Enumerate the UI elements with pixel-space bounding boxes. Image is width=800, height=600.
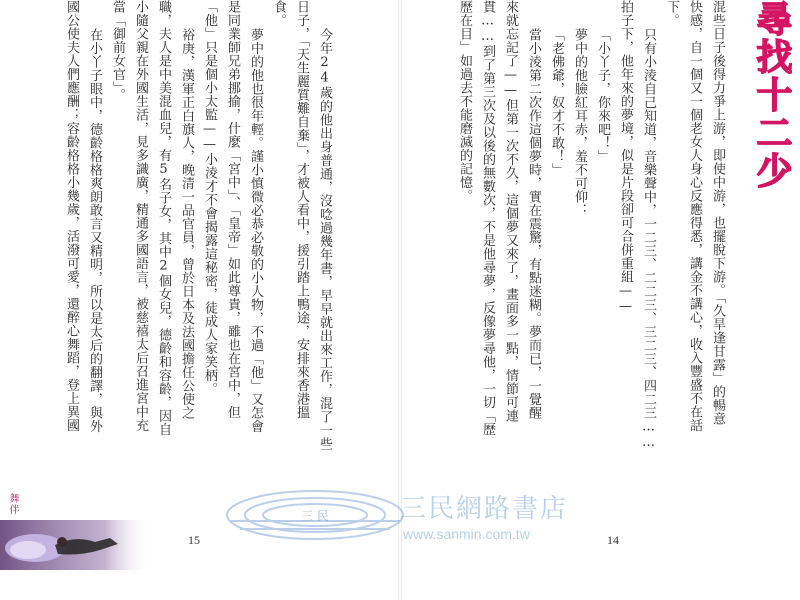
text-column: 裕庚，漢軍正白旗人，晚清一品官員，曾於日本及法國擔任公使之 — [179, 28, 194, 420]
text-column: 夢中的他臉紅耳赤，羞不可仰： — [572, 28, 587, 217]
watermark-url: www.sanmin.com.tw — [403, 526, 530, 542]
text-column: 食。 — [271, 0, 286, 27]
text-column: 混些日子後得力爭上游，即使中游，也擺脫下游。「久旱逢甘露」的暢意 — [710, 0, 725, 426]
text-column: 只有小淩自己知道，音樂聲中，一二三、二二三、三二三、四二三…… — [641, 28, 656, 451]
text-column: 當「御前女官」。 — [110, 0, 125, 102]
watermark-name: 三民網路書店 — [400, 494, 569, 524]
text-column: 日子，「天生麗質難自棄」，才被人看中，援引踏上鴨途，安排來香港搵 — [294, 0, 309, 419]
section-label: 舞伴 — [7, 493, 18, 515]
text-column: 夢中的他也很年輕。謹小慎微必恭必敬的小人物，不過「他」又怎會 — [248, 28, 263, 433]
dancer-photo — [0, 500, 150, 570]
text-column: 是同業師兄弟挪揄，什麼「宮中」、「皇帝」如此尊貴，雖也在宮中，但 — [225, 0, 240, 419]
text-column: 下。 — [664, 0, 679, 27]
text-column: 「老佛爺，奴才不敢！」 — [549, 28, 564, 177]
text-column: 拍子下，他年來的夢境，似是片段卻可合併重組—— — [618, 0, 633, 315]
text-column: 「小丫子，你來吧！」 — [595, 28, 610, 163]
page-number: 14 — [607, 533, 619, 547]
text-column: 「他」只是個小太監——小淩才不會揭露這秘密，徒成人家笑柄。 — [202, 0, 217, 396]
text-column: 貫……到了第三次及以後的無數次，不是他尋夢，反像夢尋他，一切「歷 — [480, 0, 495, 436]
text-column: 職，夫人是中美混血兒，有5名子女，其中2個女兒，德齡和容齡，因自 — [156, 0, 171, 436]
text-column: 歷在目」如過去不能磨滅的記憶。 — [457, 0, 472, 203]
text-column: 當小淩第二次作這個夢時，實在震驚，有點迷糊。夢而已，一覺醒 — [526, 28, 541, 420]
seal-text: 三 民 — [301, 509, 329, 523]
bookstore-watermark — [225, 487, 605, 547]
text-column: 在小丫子眼中，德齡格格爽朗敢言又精明，所以是太后的翻譯，與外 — [87, 28, 102, 433]
text-column: 來就忘記了——但第一次不久，這個夢又來了，畫面多一點，情節可連 — [503, 0, 518, 423]
text-column: 國公使夫人們應酬；容齡格格小幾歲，活潑可愛，還醉心舞蹈，登上異國 — [64, 0, 79, 432]
text-column: 小隨父親在外國生活，見多識廣，精通多國語言，被慈禧太后召進宮中充 — [133, 0, 148, 432]
text-column: 快感，自一個又一個老女人身心反應得悉，講金不講心，收入豐盛不在話 — [687, 0, 702, 432]
chapter-title: 尋找十二少 — [751, 0, 792, 190]
text-column: 今年24歲的他出身普通，沒唸過幾年書，早早就出來工作，混了一些 — [317, 28, 332, 451]
page-number: 15 — [188, 533, 200, 547]
